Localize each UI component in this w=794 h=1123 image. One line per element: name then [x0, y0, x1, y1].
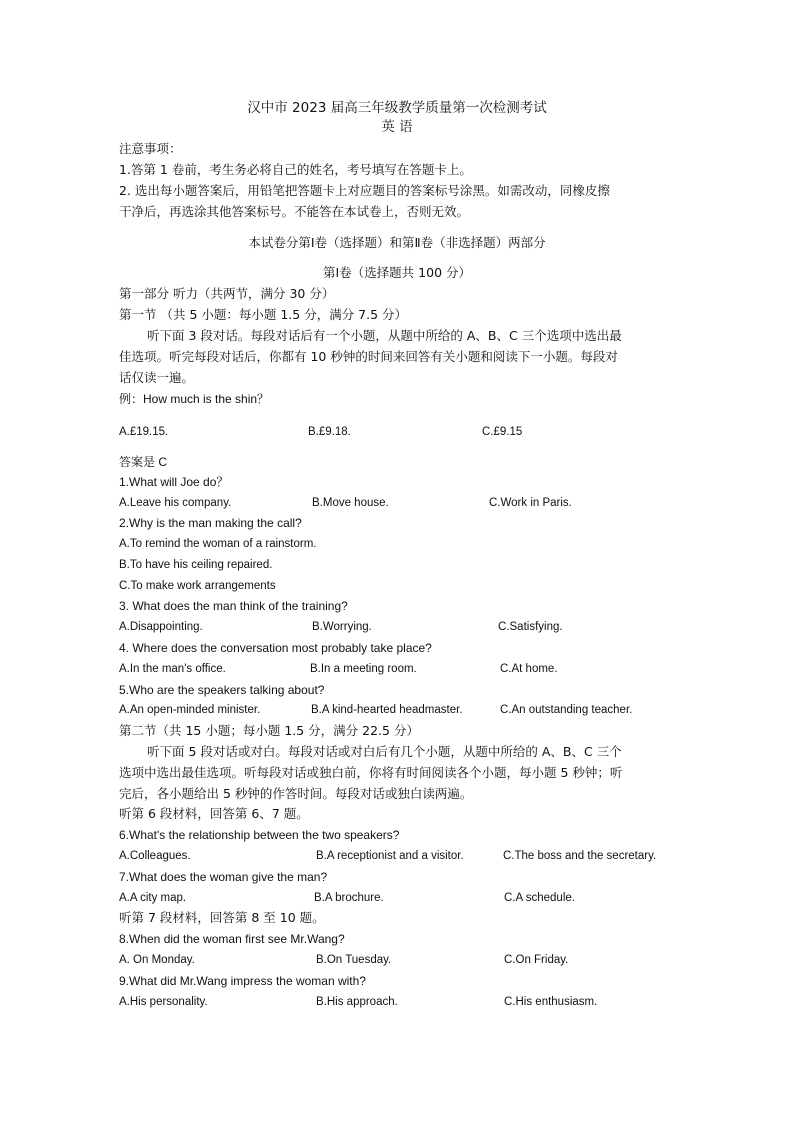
question-4-option-a: A.In the man's office. — [119, 663, 226, 675]
section-2-instruction-line-2: 选项中选出最佳选项。听每段对话或独白前，你将有时间阅读各个小题，每小题 5 秒钟；听 — [119, 765, 623, 780]
question-5-stem: 5.Who are the speakers talking about? — [119, 683, 325, 697]
paper-structure: 本试卷分第Ⅰ卷（选择题）和第Ⅱ卷（非选择题）两部分 — [248, 235, 546, 250]
question-6-option-b: B.A receptionist and a visitor. — [316, 850, 464, 862]
question-5-option-a: A.An open-minded minister. — [119, 704, 261, 716]
example-option-c: C.£9.15 — [482, 426, 523, 438]
section-2-instruction-line-1: 听下面 5 段对话或对白。每段对话或对白后有几个小题，从题中所给的 A、B、C 三个 — [147, 744, 622, 759]
material-7-instruction: 听第 7 段材料，回答第 8 至 10 题。 — [119, 910, 325, 925]
notice-heading: 注意事项： — [119, 141, 182, 156]
question-3-option-c: C.Satisfying. — [498, 621, 563, 633]
question-6-option-a: A.Colleagues. — [119, 850, 191, 862]
question-9-option-a: A.His personality. — [119, 996, 208, 1008]
question-7-stem: 7.What does the woman give the man? — [119, 870, 328, 884]
question-1-option-c: C.Work in Paris. — [489, 497, 572, 509]
question-3-stem: 3. What does the man think of the training? — [119, 599, 348, 613]
question-1-option-a: A.Leave his company. — [119, 497, 232, 509]
question-2-option-c: C.To make work arrangements — [119, 580, 276, 592]
question-2-option-b: B.To have his ceiling repaired. — [119, 559, 273, 571]
section-1-instruction-line-2: 佳选项。听完每段对话后，你都有 10 秒钟的时间来回答有关小题和阅读下一小题。每段对 — [119, 349, 618, 364]
notice-item-2-line-2: 干净后，再选涂其他答案标号。不能答在本试卷上，否则无效。 — [119, 204, 470, 219]
example-option-a: A.£19.15. — [119, 426, 169, 438]
question-7-option-c: C.A schedule. — [504, 892, 575, 904]
example-option-b: B.£9.18. — [308, 426, 351, 438]
example-question: 例：How much is the shin？ — [119, 392, 270, 406]
volume-1-heading: 第Ⅰ卷（选择题共 100 分） — [323, 265, 471, 280]
question-8-stem: 8.When did the woman first see Mr.Wang? — [119, 932, 345, 946]
question-9-option-c: C.His enthusiasm. — [504, 996, 598, 1008]
question-5-option-b: B.A kind-hearted headmaster. — [311, 704, 463, 716]
part-1-heading: 第一部分 听力（共两节，满分 30 分） — [119, 286, 335, 301]
section-1-instruction-line-1: 听下面 3 段对话。每段对话后有一个小题，从题中所给的 A、B、C 三个选项中选出最 — [147, 328, 622, 343]
question-4-option-c: C.At home. — [500, 663, 558, 675]
question-2-stem: 2.Why is the man making the call? — [119, 516, 302, 530]
notice-item-1: 1.答第 1 卷前，考生务必将自己的姓名，考号填写在答题卡上。 — [119, 162, 472, 177]
question-4-option-b: B.In a meeting room. — [310, 663, 417, 675]
question-7-option-b: B.A brochure. — [314, 892, 384, 904]
question-3-option-a: A.Disappointing. — [119, 621, 203, 633]
question-1-stem: 1.What will Joe do？ — [119, 475, 229, 489]
question-1-option-b: B.Move house. — [312, 497, 389, 509]
question-9-option-b: B.His approach. — [316, 996, 398, 1008]
question-9-stem: 9.What did Mr.Wang impress the woman with? — [119, 974, 366, 988]
question-7-option-a: A.A city map. — [119, 892, 187, 904]
question-6-option-c: C.The boss and the secretary. — [503, 850, 657, 862]
notice-item-2-line-1: 2. 选出每小题答案后，用铅笔把答题卡上对应题目的答案标号涂黑。如需改动，同橡皮擦 — [119, 183, 610, 198]
section-2-heading: 第二节（共 15 小题；每小题 1.5 分，满分 22.5 分） — [119, 723, 419, 738]
question-8-option-b: B.On Tuesday. — [316, 954, 392, 966]
question-2-option-a: A.To remind the woman of a rainstorm. — [119, 538, 317, 550]
exam-title: 汉中市 2023 届高三年级教学质量第一次检测考试 — [247, 100, 547, 116]
question-8-option-a: A. On Monday. — [119, 954, 195, 966]
question-6-stem: 6.What's the relationship between the two speakers? — [119, 828, 400, 842]
question-3-option-b: B.Worrying. — [312, 621, 372, 633]
question-8-option-c: C.On Friday. — [504, 954, 569, 966]
question-5-option-c: C.An outstanding teacher. — [500, 704, 633, 716]
question-4-stem: 4. Where does the conversation most probably take place? — [119, 641, 432, 655]
section-2-instruction-line-3: 完后，各小题给出 5 秒钟的作答时间。每段对话或独白读两遍。 — [119, 786, 473, 801]
example-answer: 答案是 C — [119, 455, 168, 469]
material-6-instruction: 听第 6 段材料，回答第 6、7 题。 — [119, 806, 309, 821]
section-1-heading: 第一节 （共 5 小题：每小题 1.5 分，满分 7.5 分） — [119, 307, 408, 322]
section-1-instruction-line-3: 话仅读一遍。 — [119, 370, 195, 385]
subject-title: 英 语 — [381, 119, 413, 135]
